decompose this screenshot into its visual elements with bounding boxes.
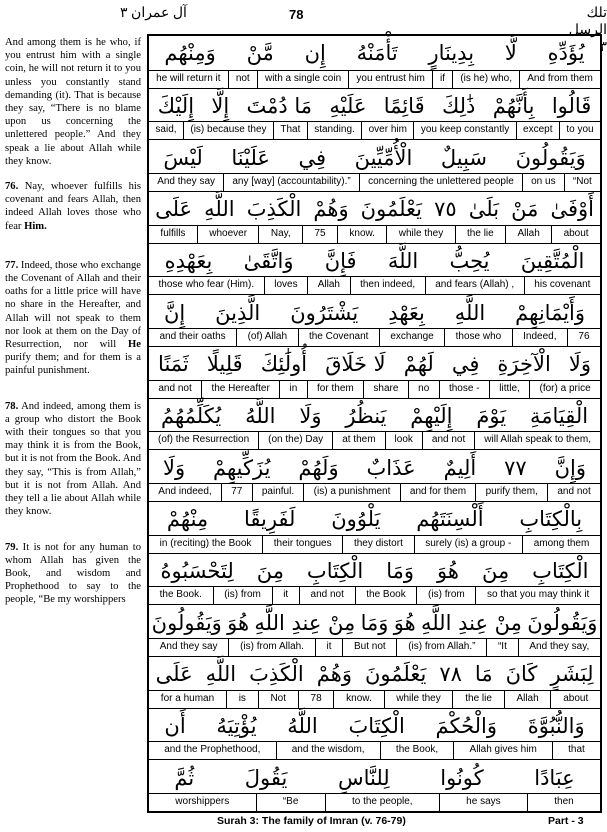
english-word: he says <box>439 794 527 811</box>
english-translation-line <box>149 380 600 398</box>
arabic-word: قَالُوا <box>551 93 592 118</box>
commentary-text: And among them is he who, if you entrust him with a single coin, he will not return it to you unless you constantly stand demanding (it). That is because they say, “There is no blame upon us concerning the unlettered people.” And they speak a lie about Allah while they know. <box>5 37 141 167</box>
arabic-word: يَنظُرُ <box>345 403 387 428</box>
english-word: whoever <box>197 226 259 243</box>
arabic-word: مَا <box>474 662 493 687</box>
arabic-word: يُزَكِّيهِمْ <box>213 455 271 480</box>
arabic-word: اللَّهِ <box>205 662 237 687</box>
english-word: Not <box>258 691 298 708</box>
english-word: worshippers <box>175 795 230 807</box>
english-word: (is) a punishment <box>303 484 399 501</box>
arabic-word: بِأَنَّهُمْ <box>492 93 535 118</box>
arabic-line <box>149 657 600 692</box>
arabic-line <box>149 36 600 71</box>
arabic-word: هُوَ <box>437 558 459 583</box>
arabic-line <box>149 605 600 640</box>
arabic-word: هُوَ <box>227 610 250 635</box>
arabic-word: اللَّهِ <box>454 300 486 325</box>
english-word: the Hereafter <box>201 381 279 398</box>
english-word: is <box>226 691 258 708</box>
english-translation-line <box>149 535 600 553</box>
arabic-word: ثَمَنًا <box>158 352 189 377</box>
english-translation-line <box>149 276 600 294</box>
arabic-word: وَيَقُولُونَ <box>151 610 222 635</box>
arabic-word: قَائِمًا <box>383 93 425 118</box>
english-word: no <box>408 381 439 398</box>
english-word: so that you may think it <box>475 587 600 604</box>
arabic-word: ثُمَّ <box>174 765 195 790</box>
arabic-word: إِلَيْكَ <box>157 93 195 118</box>
english-word: it <box>272 587 299 604</box>
verse-row <box>149 708 600 760</box>
arabic-word: يَوْمَ <box>476 403 507 428</box>
arabic-word: بِدِينَارٍ <box>428 41 475 66</box>
english-word: and not <box>422 432 474 449</box>
arabic-word: إِلَّا <box>211 93 230 118</box>
arabic-word: لَّا <box>504 41 517 66</box>
english-word: and not <box>547 484 600 501</box>
arabic-word: مِنْ عِندِ اللَّهِ <box>420 610 522 635</box>
commentary-bold: Him. <box>24 220 47 232</box>
english-word: (of) Allah <box>236 329 297 346</box>
arabic-word: ذَٰلِكَ <box>441 93 476 118</box>
english-word: and for them <box>400 484 476 501</box>
english-word: surely (is) a group - <box>414 536 523 553</box>
arabic-word: وَيَقُولُونَ <box>527 610 598 635</box>
arabic-word: الْكِتَابِ <box>306 558 364 583</box>
english-word: Nay, <box>258 226 302 243</box>
arabic-word: مِنَ <box>256 558 284 583</box>
english-word: among them <box>522 536 600 553</box>
arabic-word: الْآخِرَةِ <box>497 352 551 377</box>
english-word: loves <box>264 277 307 294</box>
english-word: the Book <box>355 587 417 604</box>
english-word: (is) because they <box>183 122 273 139</box>
english-word: with a single coin <box>257 71 348 88</box>
arabic-line <box>149 192 600 227</box>
arabic-word: عَلَى <box>155 197 193 222</box>
commentary-text: Nay, whoever fulfills his covenant and fears Allah, then indeed Allah loves those who fear <box>5 181 141 232</box>
arabic-word: وَالْحُكْمَ <box>435 713 498 738</box>
english-word: for a human <box>160 692 215 704</box>
footer-surah-info: Surah 3: The family of Imran (v. 76-79) <box>217 815 406 827</box>
arabic-word: الْمُتَّقِينَ <box>520 248 585 273</box>
arabic-word: بِالْكِتَابِ <box>519 507 583 532</box>
english-word: Allah <box>505 226 551 243</box>
arabic-word: اللَّهُ <box>287 713 318 738</box>
english-word: their tongues <box>262 536 342 553</box>
arabic-line <box>149 450 600 485</box>
arabic-word: أُولَٰئِكَ <box>260 352 308 377</box>
english-word: (is) from <box>213 587 272 604</box>
arabic-word: لِتَحْسَبُوهُ <box>160 558 234 583</box>
english-word: on us <box>522 174 564 191</box>
english-translation-line <box>149 173 600 191</box>
english-word: and their oaths <box>159 330 226 342</box>
english-word: you keep constantly <box>413 122 515 139</box>
arabic-word: بِعَهْدِ <box>388 300 425 325</box>
english-word: and not <box>158 382 192 394</box>
english-word: (of) the Resurrection <box>158 434 250 446</box>
verse-row <box>149 191 600 243</box>
english-translation-line <box>149 328 600 346</box>
commentary-paragraph <box>5 36 141 168</box>
commentary-text: purify them; and for them is a painful punishment. <box>5 352 141 377</box>
arabic-line <box>149 347 600 382</box>
arabic-line <box>149 760 600 795</box>
arabic-word: اللَّهِ <box>204 197 235 222</box>
arabic-word: وَهُمْ <box>316 662 352 687</box>
arabic-word: لَهُمْ <box>403 352 434 377</box>
english-word: not <box>228 71 257 88</box>
arabic-word: الْقِيَامَةِ <box>529 403 589 428</box>
commentary-bold: He <box>128 339 141 351</box>
english-word: know. <box>333 691 383 708</box>
english-word: And they say, <box>518 639 600 656</box>
verse-row <box>149 243 600 295</box>
english-word: 76 <box>567 329 600 346</box>
arabic-line <box>149 244 600 279</box>
english-word: said, <box>155 124 177 136</box>
english-word: any [way] (accountability).” <box>223 174 359 191</box>
english-word: 77 <box>221 484 252 501</box>
english-word: standing. <box>307 122 361 139</box>
arabic-word: يُحِبُّ <box>449 248 490 273</box>
arabic-word: اللَّهَ <box>387 248 419 273</box>
english-translation-line <box>149 70 600 88</box>
arabic-word: فَإِنَّ <box>324 248 357 273</box>
arabic-word: مِنْ عِندِ اللَّهِ <box>254 610 356 635</box>
english-translation-line <box>149 793 600 811</box>
arabic-word: وَمَا <box>360 610 389 635</box>
english-word: Allah gives him <box>453 742 552 759</box>
english-word: his covenant <box>524 277 600 294</box>
english-word: for them <box>307 381 363 398</box>
arabic-word: عَلَيْهِ <box>329 93 367 118</box>
verse-row <box>149 553 600 605</box>
arabic-word: وَهُمْ <box>313 197 349 222</box>
arabic-word: قَلِيلًا <box>206 352 243 377</box>
english-word: “Not <box>564 174 600 191</box>
commentary-column <box>5 36 141 607</box>
arabic-word: تَأْمَنْهُ <box>356 41 398 66</box>
english-word: except <box>516 122 559 139</box>
arabic-word: الَّذِينَ <box>215 300 261 325</box>
arabic-word: إِن <box>304 41 326 66</box>
arabic-word: وَلَهُمْ <box>298 455 339 480</box>
arabic-word: بِعَهْدِهِ <box>164 248 213 273</box>
verse-row <box>149 501 600 553</box>
english-translation-line <box>149 121 600 139</box>
english-word: But not <box>342 639 396 656</box>
verse-row <box>149 449 600 501</box>
verse-row <box>149 139 600 191</box>
header-juz-title: تلك الرسل ٣ <box>568 6 607 55</box>
english-word: the Covenant <box>298 329 379 346</box>
arabic-word: إِلَيْهِمْ <box>410 403 453 428</box>
english-word: about <box>551 226 600 243</box>
arabic-word: الْكَذِبَ <box>249 662 304 687</box>
verse-row <box>149 604 600 656</box>
english-word: and fears (Allah) , <box>425 277 524 294</box>
arabic-word: لَيْسَ <box>163 145 203 170</box>
arabic-word: ٧٧ <box>504 455 527 480</box>
english-word: he will return it <box>156 72 221 84</box>
arabic-word: أَلْسِنَتَهُم <box>416 507 484 532</box>
english-word: that <box>552 742 600 759</box>
english-word: And they say <box>157 175 216 187</box>
verse-number: 77. <box>5 259 19 271</box>
english-translation-line <box>149 225 600 243</box>
arabic-word: وَإِنَّ <box>554 455 587 480</box>
arabic-word: يَقُولَ <box>244 765 288 790</box>
arabic-word: يُؤَدِّهِ <box>547 41 585 66</box>
english-word: painful. <box>252 484 304 501</box>
commentary-paragraph <box>5 541 141 607</box>
arabic-word: لِبَشَرٍ <box>550 662 594 687</box>
arabic-line <box>149 399 600 434</box>
commentary-text: It is not for any human to whom Allah has given the Book, and wisdom and Prophethood to say to the people, “Be my worshippers <box>5 541 141 606</box>
arabic-word: مِنْهُمْ <box>166 507 209 532</box>
arabic-word: إِنَّ <box>163 300 186 325</box>
arabic-word: ٧٥ <box>434 197 457 222</box>
english-word: exchange <box>379 329 444 346</box>
english-translation-line <box>149 431 600 449</box>
english-word: you entrust him <box>348 71 432 88</box>
arabic-word: يُكَلِّمُهُمُ <box>160 403 222 428</box>
arabic-word: الْكِتَابَ <box>348 713 405 738</box>
arabic-word: كَانَ <box>505 662 538 687</box>
arabic-word: هُوَ <box>393 610 416 635</box>
footer-part-label: Part - 3 <box>548 815 584 827</box>
arabic-word: يَلْوُونَ <box>331 507 381 532</box>
verse-row <box>149 88 600 140</box>
arabic-line <box>149 554 600 589</box>
english-word: then <box>527 794 600 811</box>
commentary-paragraph <box>5 259 141 378</box>
arabic-line <box>149 89 600 124</box>
commentary-paragraph <box>5 180 141 233</box>
arabic-word: وَالنُّبُوَّةَ <box>527 713 585 738</box>
english-word: little, <box>489 381 529 398</box>
english-word: about <box>550 691 600 708</box>
english-word: (for) a price <box>529 381 600 398</box>
arabic-word: عِبَادًا <box>534 765 575 790</box>
header-surah-title: آل عمران ٣ <box>120 6 187 21</box>
arabic-word: وَاتَّقَىٰ <box>243 248 294 273</box>
verse-row <box>149 294 600 346</box>
arabic-word: أَلِيمٌ <box>443 455 477 480</box>
english-word: “It <box>486 639 517 656</box>
arabic-line <box>149 140 600 175</box>
arabic-line <box>149 295 600 330</box>
arabic-word: فِي <box>298 145 327 170</box>
arabic-word: كُونُوا <box>440 765 484 790</box>
english-word: fulfills <box>160 227 186 239</box>
english-translation-line <box>149 483 600 501</box>
arabic-word: مَا دُمْتَ <box>246 93 313 118</box>
arabic-word: وَمَا <box>386 558 415 583</box>
english-word: share <box>363 381 408 398</box>
arabic-word: لِلنَّاسِ <box>337 765 390 790</box>
arabic-word: ٧٨ <box>439 662 462 687</box>
english-word: And they say <box>159 640 218 652</box>
english-word: the lie <box>455 226 505 243</box>
english-word: And from them <box>519 71 600 88</box>
english-word: the Book, <box>380 742 454 759</box>
english-word: That <box>273 122 307 139</box>
english-word: know. <box>337 226 386 243</box>
arabic-word: وَلَا <box>162 455 186 480</box>
english-word: those who <box>444 329 512 346</box>
english-word: 75 <box>302 226 337 243</box>
english-word: and the wisdom, <box>276 742 380 759</box>
commentary-text: And indeed, among them is a group who distort the Book with their tongues so that you may think it is from the Book, but it is not from the Book. And they say, “This is from Allah,” but it is not from Allah. And they tell a lie about Allah while they know. <box>5 400 141 518</box>
english-word: those - <box>439 381 489 398</box>
arabic-word: وَيَقُولُونَ <box>515 145 586 170</box>
arabic-word: وَلَا <box>299 403 322 428</box>
arabic-word: اللَّهُ <box>245 403 276 428</box>
english-word: Allah <box>307 277 349 294</box>
english-word: purify them, <box>475 484 547 501</box>
arabic-word: يُؤْتِيَهُ <box>216 713 257 738</box>
verse-row <box>149 36 600 88</box>
verse-row <box>149 346 600 398</box>
english-word: (on the) Day <box>258 432 332 449</box>
verse-number: 79. <box>5 541 19 553</box>
english-word: Allah <box>504 691 551 708</box>
arabic-word: فِي <box>451 352 480 377</box>
english-word: in <box>279 381 307 398</box>
english-word: 78 <box>298 691 334 708</box>
arabic-word: مِنَ <box>481 558 510 583</box>
arabic-word: أَوْفَىٰ <box>550 197 594 222</box>
english-word: (is he) who, <box>452 71 519 88</box>
english-word: the lie <box>452 691 503 708</box>
english-word: while they <box>386 226 454 243</box>
english-word: to the people, <box>325 794 439 811</box>
english-word: those who fear (Him). <box>158 279 255 291</box>
arabic-word: أَن <box>164 713 186 738</box>
arabic-word: بَلَىٰ <box>468 197 500 222</box>
english-word: they distort <box>342 536 413 553</box>
page-number: 78 <box>289 7 304 22</box>
english-word: if <box>432 71 452 88</box>
commentary-paragraph <box>5 400 141 519</box>
english-word: then indeed, <box>350 277 425 294</box>
arabic-line <box>149 709 600 744</box>
english-translation-line <box>149 586 600 604</box>
english-word: (is) from Allah.” <box>396 639 486 656</box>
arabic-word: وَلَا <box>568 352 591 377</box>
verse-number: 78. <box>5 400 19 412</box>
english-word: Indeed, <box>512 329 567 346</box>
arabic-word: وَأَيْمَانِهِمْ <box>515 300 586 325</box>
arabic-word: عَلَى <box>155 662 193 687</box>
arabic-word: مَّنْ <box>246 41 274 66</box>
arabic-word: الْكِتَابِ <box>532 558 589 583</box>
english-word: will Allah speak to them, <box>474 432 600 449</box>
arabic-word: عَلَيْنَا <box>231 145 270 170</box>
english-word: the Book. <box>159 589 202 601</box>
word-by-word-table <box>147 34 602 813</box>
english-word: while they <box>384 691 453 708</box>
arabic-word: الْكَذِبَ <box>246 197 302 222</box>
english-word: in (reciting) the Book <box>159 537 252 549</box>
commentary-text: Indeed, those who exchange the Covenant of Allah and their oaths for a little price will have no share in the Hereafter, and Allah will not speak to them nor look at them on the Day of Resurrection, nor will <box>5 259 141 351</box>
english-word: “Be <box>256 794 325 811</box>
arabic-word: عَذَابٌ <box>366 455 416 480</box>
english-translation-line <box>149 690 600 708</box>
english-word: (is) from <box>416 587 475 604</box>
english-word: and not <box>299 587 355 604</box>
arabic-word: يَعْلَمُونَ <box>360 197 423 222</box>
english-translation-line <box>149 741 600 759</box>
arabic-word: مَنْ <box>511 197 539 222</box>
arabic-word: سَبِيلٌ <box>440 145 488 170</box>
arabic-word: لَفَرِيقًا <box>243 507 296 532</box>
arabic-word: يَعْلَمُونَ <box>364 662 427 687</box>
english-word: over him <box>361 122 413 139</box>
english-translation-line <box>149 638 600 656</box>
arabic-word: وَمِنْهُم <box>164 41 216 66</box>
arabic-word: لَا خَلَاقَ <box>325 352 386 377</box>
english-word: And indeed, <box>158 485 212 497</box>
english-word: to you <box>559 122 600 139</box>
english-word: (is) from Allah. <box>228 639 314 656</box>
english-word: at them <box>332 432 384 449</box>
english-word: and the Prophethood, <box>164 744 261 756</box>
arabic-word: يَشْتَرُونَ <box>290 300 359 325</box>
english-word: look <box>385 432 422 449</box>
arabic-word: الْأُمِّيِّينَ <box>354 145 413 170</box>
english-word: concerning the unlettered people <box>359 174 522 191</box>
verse-number: 76. <box>5 181 19 193</box>
verse-row <box>149 759 600 811</box>
verse-row <box>149 656 600 708</box>
verse-row <box>149 398 600 450</box>
arabic-line <box>149 502 600 537</box>
english-word: it <box>315 639 343 656</box>
